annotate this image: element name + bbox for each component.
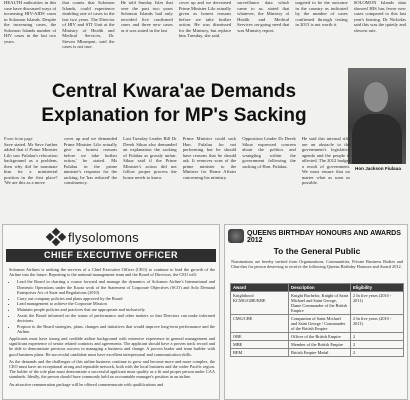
article-columns bbox=[4, 136, 406, 222]
article-headline: Central Kwara'ae Demands Explanation for MP's Sacking bbox=[41, 81, 307, 126]
honours-notice bbox=[224, 224, 408, 400]
table-cell: 2 In five years (2010 - 2011) bbox=[351, 315, 404, 333]
top-column: targeted to be the outcome in the country as indicated by the number of cases confirmed through testing in 2013 is not worth it. bbox=[295, 0, 348, 27]
top-column: that counts that Solomon Islands, could experience doubling rate of cases in the last two years. The Director of HIV and STI Unit at the Ministry of Health and Medical Services, Dr. Steven Mbaeqeni, said the cases is not true. bbox=[62, 0, 115, 49]
table-cell: CMG/CBE bbox=[231, 315, 289, 333]
article-byline: From front page bbox=[4, 136, 33, 141]
article-text: Save stated. Mr Save further added that if Prime Minister Lilo saw Fulalau's relocation background as a problem, then why did he nominate him for a ministerial position in the first place? 'We are this as a move bbox=[4, 141, 58, 185]
honours-title: QUEENS BIRTHDAY HONOURS AND AWARDS 2012 bbox=[247, 230, 401, 244]
top-column: He told Sunday Isles that over the past two years Solomon Islands had only recorded five confirmed cases and three new cases as it was stated in the last bbox=[120, 0, 173, 33]
article-text: cover up and we demanded Prime Minister Lilo actually give us honest reasons before we take further action,' he stated. Ms Fulalau in the prime minister's response for the sacking, he 'has reduced' the constituency. bbox=[63, 136, 118, 185]
photo-face bbox=[364, 82, 388, 112]
job-remuneration: An attractive remuneration package will be offered commensurate with qualifications and bbox=[9, 381, 164, 387]
table-cell: Member of the British Empire bbox=[289, 341, 351, 349]
top-article-columns bbox=[4, 0, 406, 62]
article-column bbox=[123, 136, 177, 222]
table-cell: Companion of Saint Michael and Saint George / Commander of the British Empire bbox=[289, 315, 351, 333]
job-duties-list bbox=[17, 279, 215, 334]
table-cell: Officer of the British Empire bbox=[289, 333, 351, 341]
job-title: CHIEF EXECUTIVE OFFICER bbox=[6, 249, 216, 262]
article-column bbox=[302, 136, 350, 222]
photo-caption: Hon Jackson Fiulaua bbox=[355, 166, 401, 171]
job-duty: • Assist the Board informed on the status of performance and other matters so that Directors can make informed decisions. bbox=[17, 313, 215, 323]
top-column: surveillance data which came to as, stated that whatever, the Ministry of Health and Medical Services on-going need that was Ministry report. bbox=[237, 0, 290, 33]
table-cell: British Empire Medal bbox=[289, 349, 351, 357]
job-duty: • Carry out company policies and plans approved by the Board bbox=[17, 296, 215, 301]
article-text: Last Tuesday Leader Bill Dr Derek Sikua also demanded an explanation the sacking of Fulalau as grossly unfair. Sikua said if the Prime Minister's action did not follow proper process the house needs to know. bbox=[123, 136, 177, 180]
table-cell: 2 In five years (2010 - 2011) bbox=[351, 292, 404, 315]
job-intro: Solomon Airlines is seeking the services of a Chief Executive Officer (CEO) to continue to lead the growth of the Airline into the future. Reporting to the national management team and the Board of Directors, the CEO will: bbox=[9, 267, 215, 278]
honours-subtitle: To the General Public bbox=[273, 246, 361, 256]
job-demands: As the demands and the challenges of this airline business continue to grow and become more and more complex, the CEO must have an exceptional strong and reputable network, both with the local business and the wider Pacific region. The holder of the role plan must demonstrate a successful applicant must qualify as a fit and proper person under CAA standards. Ideally, the person should have commonly held an accountable manager's position in an airline. bbox=[9, 358, 215, 380]
table-row bbox=[231, 333, 404, 341]
job-duty: • Lead the Board in charting a course forward and manage the dynamics of Solomon Airline's International and Domestic Operations under the Kaota work of the Statement of Corporate Objectives (SCO) and Solo Demand Enterprises Act of State and Regulations (2010) bbox=[17, 279, 215, 295]
table-cell: MBE bbox=[231, 341, 289, 349]
coat-of-arms-icon bbox=[228, 229, 244, 243]
table-row bbox=[231, 315, 404, 333]
honours-intro: Nominations are hereby invited from Organizations, Communities, Private Business Bodies and Churches for person deserving to receive the following Queens Birthday Honours and Award 2012. bbox=[231, 259, 403, 270]
job-description bbox=[9, 267, 215, 389]
job-advertisement bbox=[2, 224, 220, 400]
article-column bbox=[242, 136, 296, 222]
article-column bbox=[183, 136, 237, 222]
article-column bbox=[4, 136, 58, 222]
airline-logo bbox=[47, 229, 139, 245]
logo-text: flysolomons bbox=[68, 229, 139, 245]
job-duty: • Maintain people policies and practices that are appropriate and inclusively. bbox=[17, 307, 215, 312]
flysolomons-logo-icon bbox=[47, 229, 65, 245]
top-column: cover up and we decreased Prime Minister Lilo actually given as honest reasons before we take further action. He was dismissed for the Ministry, but replace him Tuesday, she said. bbox=[178, 0, 232, 38]
article-text: He said this internal rifts are an obstacle to the government's legislative agenda and the people is affected. The 2012 budget a result of government. We must ensure that no matter what as soon as possible. bbox=[301, 136, 351, 185]
photo-spacer bbox=[356, 136, 406, 222]
table-cell: Knighthood KCMG/GBE/KBE bbox=[231, 292, 289, 315]
article-text: Opposition Leader Dr Derek Sikua expressed concern about the politics and wrangling within the government following the sacking of Hon. Fulalau. bbox=[242, 136, 296, 169]
table-header-row bbox=[231, 284, 404, 292]
table-header: Eligibility bbox=[351, 284, 404, 292]
table-row bbox=[231, 292, 404, 315]
top-column: SOLOMON Islands data showed HIS has fewer new cases compared to this last year's hearing. Dr Nicholas said this was the quietly and slowest rate. bbox=[353, 0, 406, 33]
table-cell: BEM bbox=[231, 349, 289, 357]
job-requirements: Applicants must have strong and credible airline background with extensive experience in general management and significant experience of senior related contracts and agreements. The applicant should have a proven track record and be able to demonstrate previous success in managing a business and change. A proven leader and team builder with good business plans. He successful candidate must have excellent interpersonal and communication skills. bbox=[9, 335, 215, 357]
job-duty: • Propose to the Board strategies, plans, changes and initiatives that would improve long-term performance and the Airline. bbox=[17, 324, 215, 334]
top-column: HEALTH authorities in this case have discussed ways of increasing HIV-AIDS cases in Solomon Islands. Despite the increasing cases, the Solomon Islands number of HIV cases in the last two years. bbox=[4, 0, 57, 44]
awards-table bbox=[230, 283, 404, 357]
article-text: Prime Minister could sack Hon. Fulalau for not performing but he should have reasons that he should ask. It removes sons of the prime minister to the Minister for Home Affairs concerning his ministry. bbox=[182, 136, 237, 180]
table-cell: 2 bbox=[351, 333, 404, 341]
table-cell: 2 bbox=[351, 341, 404, 349]
table-header: Award bbox=[231, 284, 289, 292]
table-row bbox=[231, 341, 404, 349]
article-column bbox=[64, 136, 118, 222]
job-duty: • Lead management to achieve the Corporate Mission bbox=[17, 301, 215, 306]
table-cell: OBE bbox=[231, 333, 289, 341]
table-cell: 2 bbox=[351, 349, 404, 357]
table-header: Description bbox=[289, 284, 351, 292]
table-row bbox=[231, 349, 404, 357]
table-cell: Knight Bachelor, Knight of Saint Michael and Saint George, Dame Commander of the British Empire bbox=[289, 292, 351, 315]
